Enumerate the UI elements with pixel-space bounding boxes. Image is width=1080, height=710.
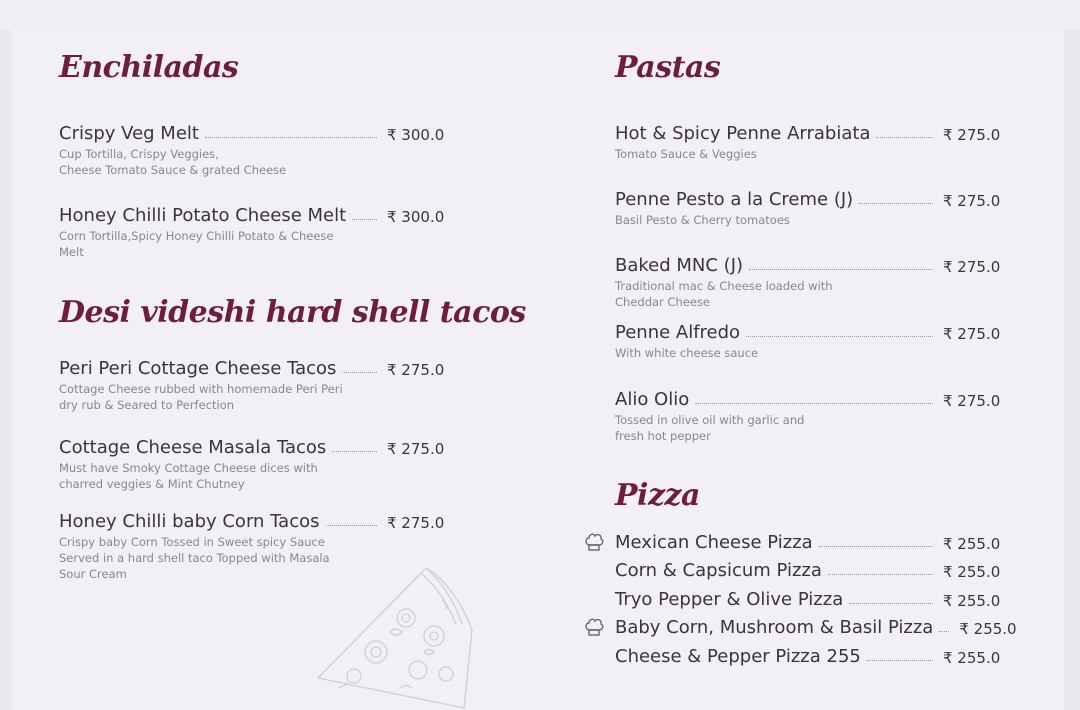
item-name: Hot & Spicy Penne Arrabiata <box>615 123 871 144</box>
item-name: Honey Chilli baby Corn Tacos <box>59 511 320 532</box>
dot-leader <box>342 372 377 373</box>
menu-item <box>615 120 1005 162</box>
dot-leader <box>828 574 933 575</box>
item-price: ₹ 275.0 <box>943 258 1001 276</box>
desc-line: Cheddar Cheese <box>615 295 710 309</box>
item-price: ₹ 275.0 <box>943 126 1001 144</box>
item-name: Penne Alfredo <box>615 322 741 343</box>
item-name: Baby Corn, Mushroom & Basil Pizza <box>615 617 934 638</box>
menu-item <box>615 614 1017 638</box>
desc-line: Cup Tortilla, Crispy Veggies, <box>59 147 219 161</box>
menu-item <box>615 386 1005 444</box>
menu-item <box>615 186 1005 228</box>
section-title-pastas: Pastas <box>615 50 721 85</box>
dot-leader <box>859 203 933 204</box>
item-price: ₹ 255.0 <box>943 563 1001 581</box>
chef-hat-icon <box>584 531 604 553</box>
item-name: Honey Chilli Potato Cheese Melt <box>59 205 347 226</box>
dot-leader <box>749 269 933 270</box>
dot-leader <box>695 403 933 404</box>
item-name: Cottage Cheese Masala Tacos <box>59 437 327 458</box>
dot-leader <box>876 137 933 138</box>
item-price: ₹ 275.0 <box>943 192 1001 210</box>
item-name: Corn & Capsicum Pizza <box>615 560 822 581</box>
item-price: ₹ 255.0 <box>943 592 1001 610</box>
item-description <box>59 381 349 413</box>
item-description <box>615 212 905 228</box>
dot-leader <box>205 137 377 138</box>
item-description <box>615 412 905 444</box>
menu-item <box>59 355 449 413</box>
desc-line: charred veggies & Mint Chutney <box>59 477 245 491</box>
menu-item <box>615 529 1005 553</box>
menu-item <box>59 434 449 492</box>
dot-leader <box>819 546 933 547</box>
desc-line: Must have Smoky Cottage Cheese dices with <box>59 461 318 475</box>
desc-line: Served in a hard shell taco Topped with Masala <box>59 551 330 565</box>
desc-line: Traditional mac & Cheese loaded with <box>615 279 833 293</box>
item-price: ₹ 275.0 <box>387 514 445 532</box>
menu-item <box>59 120 449 178</box>
item-description <box>615 345 905 361</box>
item-price: ₹ 255.0 <box>959 620 1017 638</box>
item-name: Peri Peri Cottage Cheese Tacos <box>59 358 337 379</box>
chef-hat-icon <box>584 616 604 638</box>
menu-item <box>59 202 449 260</box>
desc-line: Crispy baby Corn Tossed in Sweet spicy Sauce <box>59 535 325 549</box>
section-title-pizza: Pizza <box>615 478 700 513</box>
item-price: ₹ 275.0 <box>943 392 1001 410</box>
item-name: Crispy Veg Melt <box>59 123 199 144</box>
item-name: Mexican Cheese Pizza <box>615 532 813 553</box>
item-name: Penne Pesto a la Creme (J) <box>615 189 854 210</box>
item-price: ₹ 275.0 <box>387 440 445 458</box>
menu-item <box>615 557 1005 581</box>
dot-leader <box>326 525 378 526</box>
item-description <box>615 278 905 310</box>
item-name: Cheese & Pepper Pizza 255 <box>615 646 861 667</box>
item-name: Baked MNC (J) <box>615 255 744 276</box>
item-description <box>59 460 349 492</box>
section-title-tacos: Desi videshi hard shell tacos <box>59 295 526 330</box>
menu-item <box>615 586 1005 610</box>
desc-line: Tomato Sauce & Veggies <box>615 147 757 161</box>
desc-line: dry rub & Seared to Perfection <box>59 398 235 412</box>
dot-leader <box>939 631 949 632</box>
section-title-enchiladas: Enchiladas <box>59 50 239 85</box>
item-price: ₹ 255.0 <box>943 535 1001 553</box>
desc-line: Corn Tortilla,Spicy Honey Chilli Potato & Cheese Melt <box>59 229 334 259</box>
item-description <box>59 534 349 582</box>
desc-line: Tossed in olive oil with garlic and <box>615 413 805 427</box>
top-band <box>0 0 1080 30</box>
desc-line: With white cheese sauce <box>615 346 759 360</box>
desc-line: Cottage Cheese rubbed with homemade Peri Peri <box>59 382 343 396</box>
item-price: ₹ 275.0 <box>387 361 445 379</box>
item-price: ₹ 255.0 <box>943 649 1001 667</box>
item-name: Alio Olio <box>615 389 690 410</box>
item-description <box>59 228 349 260</box>
desc-line: fresh hot pepper <box>615 429 711 443</box>
item-price: ₹ 300.0 <box>387 208 445 226</box>
menu-item <box>615 252 1005 310</box>
desc-line: Cheese Tomato Sauce & grated Cheese <box>59 163 287 177</box>
dot-leader <box>352 219 377 220</box>
dot-leader <box>849 603 933 604</box>
menu-item <box>615 643 1005 667</box>
dot-leader <box>332 451 377 452</box>
item-price: ₹ 275.0 <box>943 325 1001 343</box>
menu-item <box>615 319 1005 361</box>
pizza-slice-sketch-icon <box>314 560 479 710</box>
item-description <box>59 146 349 178</box>
dot-leader <box>746 336 933 337</box>
desc-line: Basil Pesto & Cherry tomatoes <box>615 213 790 227</box>
item-description <box>615 146 905 162</box>
dot-leader <box>867 660 933 661</box>
item-name: Tryo Pepper & Olive Pizza <box>615 589 844 610</box>
item-price: ₹ 300.0 <box>387 126 445 144</box>
desc-line: Sour Cream <box>59 567 127 581</box>
